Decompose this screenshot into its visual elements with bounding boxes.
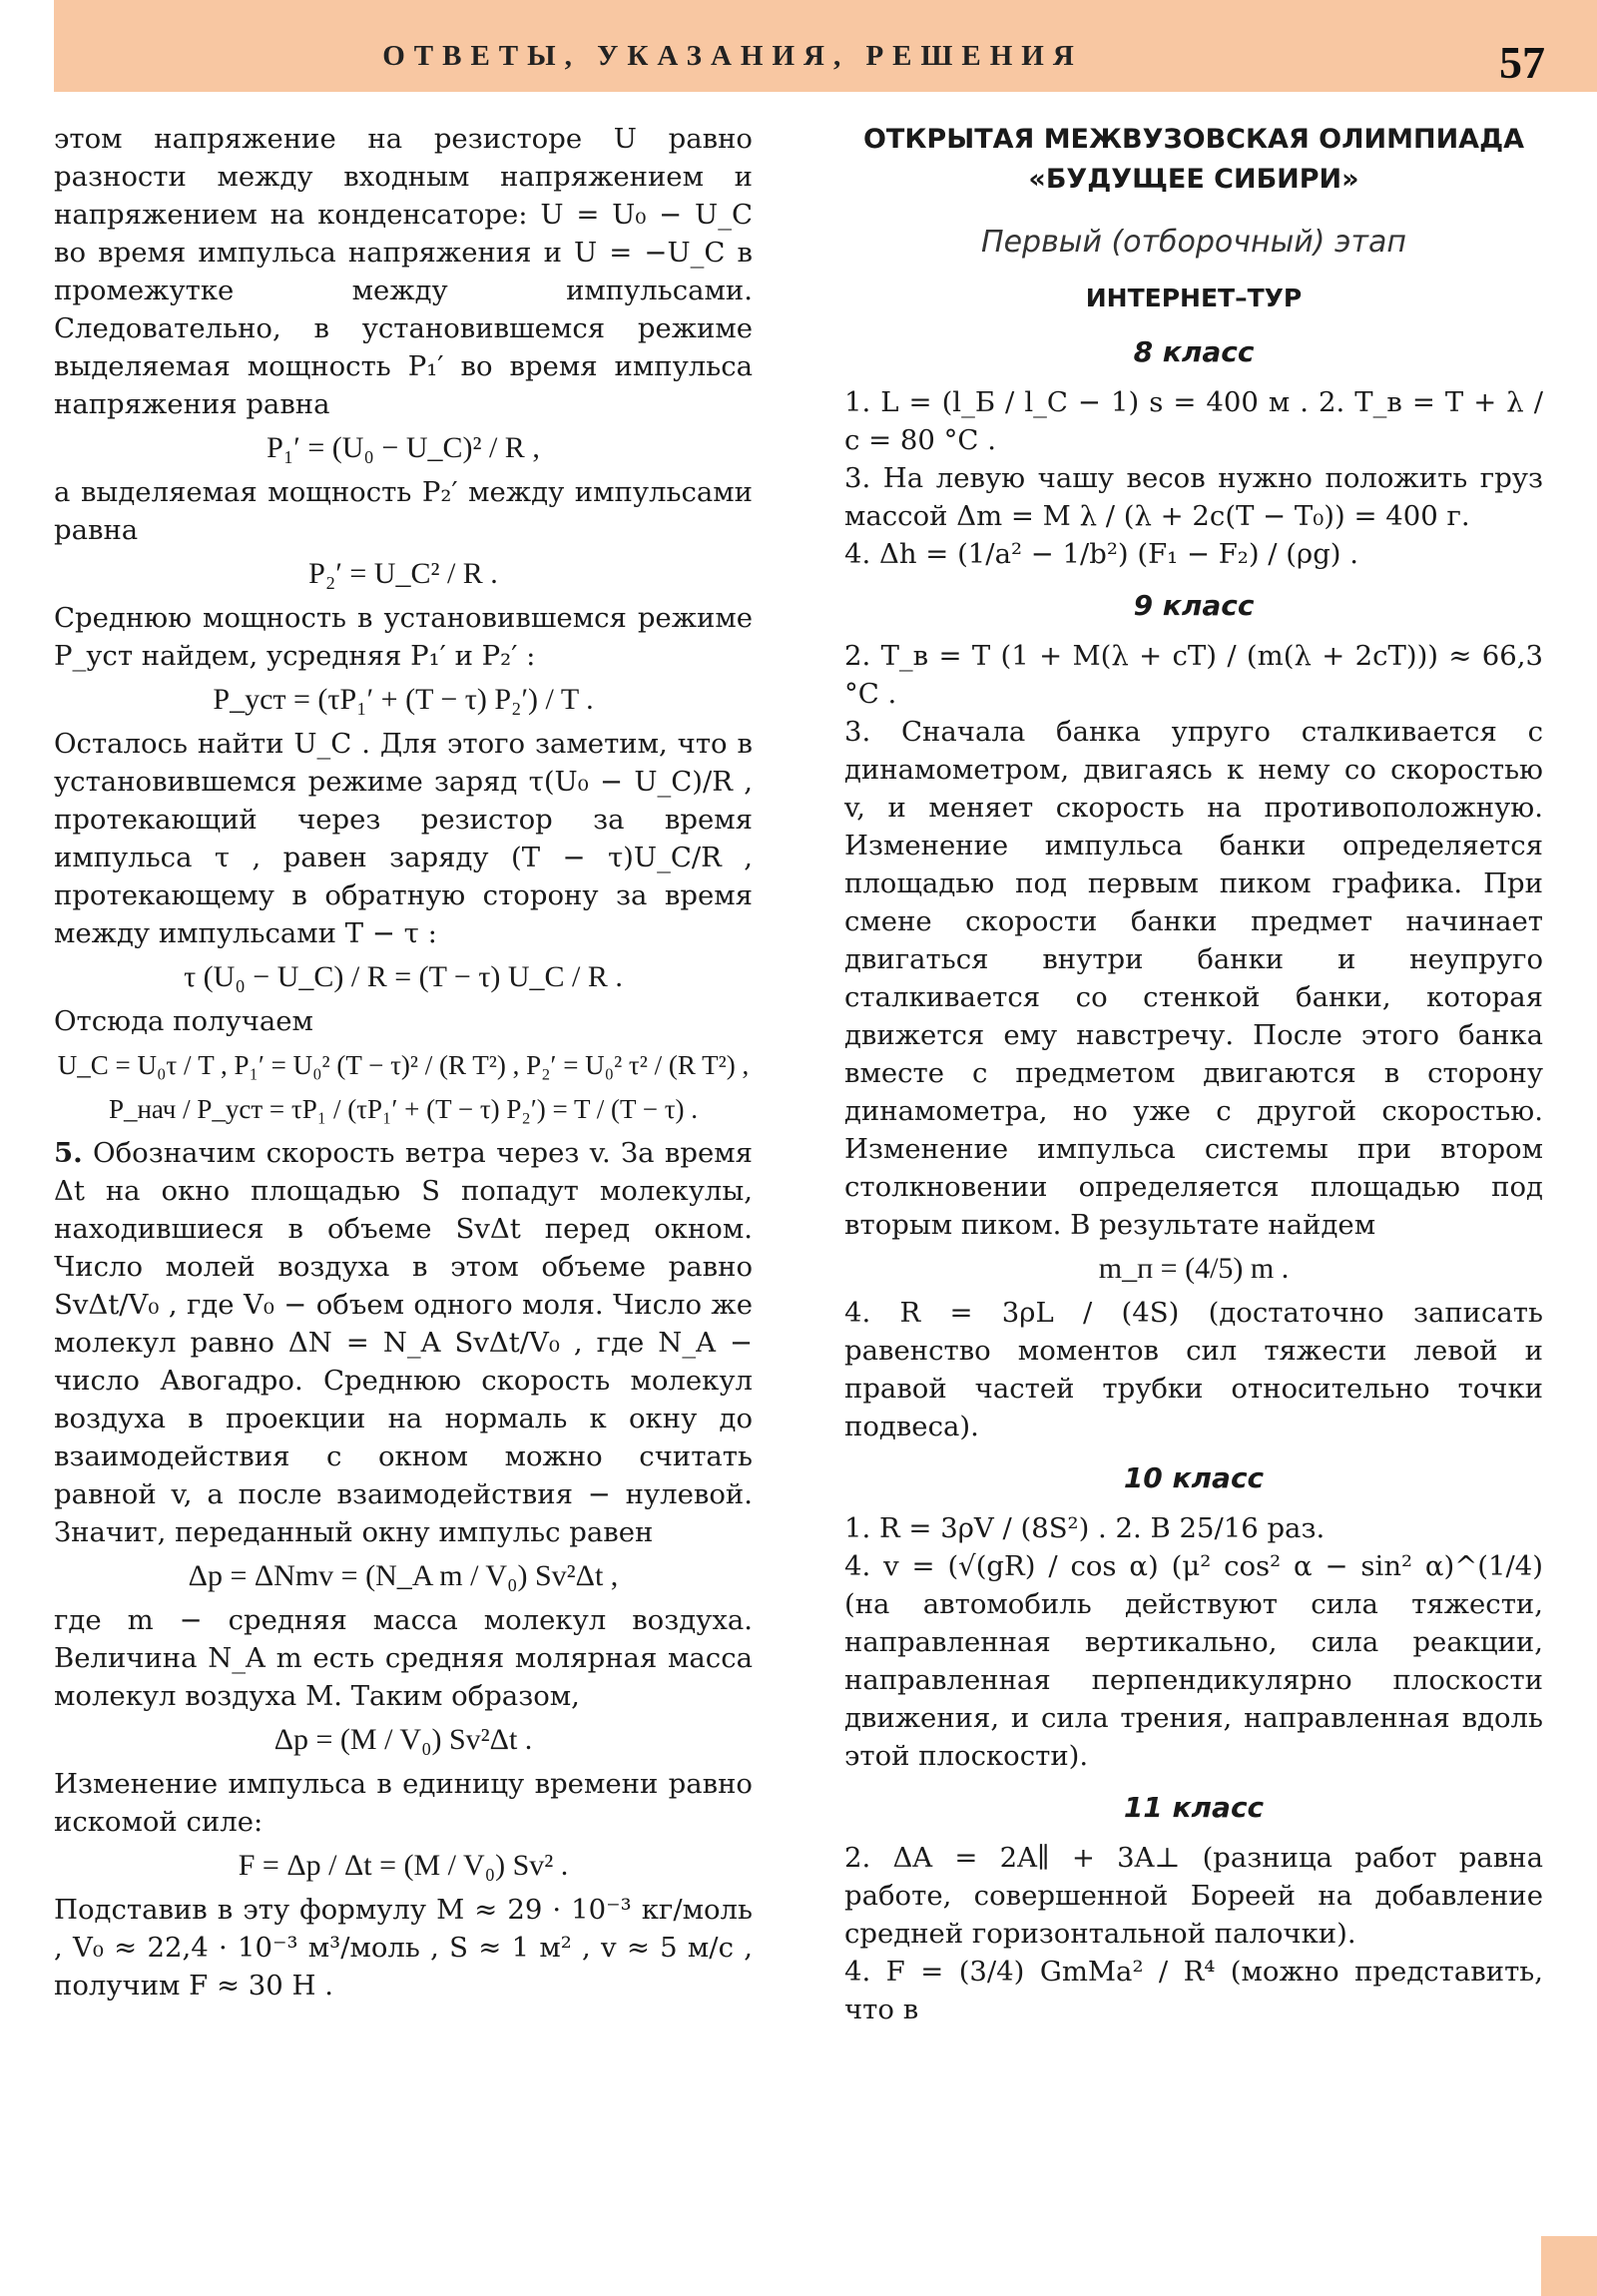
left-column (54, 120, 753, 2005)
grade-heading: 9 класс (1133, 589, 1255, 622)
paragraph: Осталось найти U_C . Для этого заметим, что в установившемся режиме заряд τ(U₀ − U_C)/R , протекающий через резистор за время импульса τ , равен заряду (T − τ)U_C/R , протекающему в обратную сторону за время между импульсами T − τ : (54, 728, 753, 949)
olympiad-title (844, 120, 1543, 200)
side-tab (1541, 2236, 1597, 2296)
answer: 2. ΔA = 2A∥ + 3A⊥ (разница работ равна работе, совершенной Бореей на добавление средней горизонтальной палочки). (844, 1842, 1543, 1950)
answer: 3. Сначала банка упруго сталкивается с динамометром, двигаясь к нему со скоростью v, и меняет скорость на противоположную. Изменение импульса банки определяется площадью под первым пиком графика. При смене скорости банки предмет начинает двигаться внутри банки и неупруго сталкивается со стенкой банки, которая движется ему навстречу. После этого банка вместе с предметом двигаются в сторону динамометра, но уже с другой скоростью. Изменение импульса системы при втором столкновении определяется площадью под вторым пиком. В результате найдем (844, 716, 1543, 1241)
paragraph: Среднюю мощность в установившемся режиме P_уст найдем, усредняя P₁′ и P₂′ : (54, 602, 753, 672)
grade-heading: 11 класс (1123, 1791, 1265, 1824)
olympiad-title-line: «БУДУЩЕЕ СИБИРИ» (1028, 164, 1359, 195)
answer: 4. F = (3/4) GmMa² / R⁴ (можно представить, что в (844, 1956, 1543, 2025)
paragraph: Обозначим скорость ветра через v. За время Δt на окно площадью S попадут молекулы, находившиеся в объеме SvΔt перед окном. Число молей воздуха в этом объеме равно SvΔt/V₀ , где V₀ − объем одного моля. Число же молекул равно ΔN = N_A SvΔt/V₀ , где N_A − число Авогадро. Среднюю скорость молекул воздуха в проекции на нормаль к окну до взаимодействия с окном можно считать равной v, а после взаимодействия − нулевой. Значит, переданный окну импульс равен (54, 1137, 753, 1548)
formula: Δp = ΔNmv = (N_A m / V₀) Sv²Δt , (188, 1559, 619, 1592)
tour-heading: ИНТЕРНЕТ–ТУР (1085, 284, 1303, 312)
answer: 4. Δh = (1/a² − 1/b²) (F₁ − F₂) / (ρg) . (844, 538, 1359, 570)
grade-heading: 10 класс (1123, 1461, 1265, 1494)
answer: 1. R = 3ρV / (8S²) . 2. В 25/16 раз. (844, 1512, 1326, 1544)
paragraph: а выделяемая мощность P₂′ между импульсами равна (54, 476, 753, 546)
stage-heading: Первый (отборочный) этап (981, 225, 1406, 260)
grade-heading: 8 класс (1133, 335, 1255, 368)
paragraph: Изменение импульса в единицу времени равно искомой силе: (54, 1768, 753, 1838)
right-column (844, 120, 1543, 2028)
formula: P_нач / P_уст = τP₁ / (τP₁′ + (T − τ) P₂′) = T / (T − τ) . (108, 1094, 699, 1124)
formula: P_уст = (τP₁′ + (T − τ) P₂′) / T . (213, 683, 594, 716)
answer: 4. v = (√(gR) / cos α) (μ² cos² α − sin² α)^(1/4) (на автомобиль действуют сила тяжести, направленная вертикально, сила реакции, направленная перпендикулярно плоскости движения, и сила трения, направленная вдоль этой плоскости). (844, 1550, 1543, 1772)
paragraph: Подставив в эту формулу M ≈ 29 · 10⁻³ кг/моль , V₀ ≈ 22,4 · 10⁻³ м³/моль , S ≈ 1 м² , v ≈ 5 м/с , получим F ≈ 30 Н . (54, 1894, 753, 2002)
formula: Δp = (M / V₀) Sv²Δt . (273, 1723, 533, 1756)
formula: U_C = U₀τ / T , P₁′ = U₀² (T − τ)² / (R T²) , P₂′ = U₀² τ² / (R T²) , (57, 1050, 750, 1080)
olympiad-title-line: ОТКРЫТАЯ МЕЖВУЗОВСКАЯ ОЛИМПИАДА (862, 124, 1525, 155)
formula: m_п = (4/5) m . (1098, 1252, 1290, 1285)
answer: 4. R = 3ρL / (4S) (достаточно записать равенство моментов сил тяжести левой и правой частей трубки относительно точки подвеса). (844, 1297, 1543, 1442)
formula: P₁′ = (U₀ − U_C)² / R , (266, 431, 540, 464)
formula: τ (U₀ − U_C) / R = (T − τ) U_C / R . (184, 960, 623, 993)
answer: 1. L = (l_Б / l_C − 1) s = 400 м . 2. T_в = T + λ / c = 80 °C . (844, 386, 1543, 456)
formula: P₂′ = U_C² / R . (308, 557, 498, 590)
running-header: ОТВЕТЫ, УКАЗАНИЯ, РЕШЕНИЯ (382, 40, 1083, 72)
page-number: 57 (1499, 37, 1545, 88)
paragraph: этом напряжение на резисторе U равно разности между входным напряжением и напряжением на конденсаторе: U = U₀ − U_C во время импульса напряжения и U = −U_C в промежутке между импульсами. Следовательно, в установившемся режиме выделяемая мощность P₁′ во время импульса напряжения равна (54, 123, 753, 420)
answer: 2. T_в = T (1 + M(λ + cT) / (m(λ + 2cT))) ≈ 66,3 °C . (844, 640, 1543, 710)
formula: F = Δp / Δt = (M / V₀) Sv² . (238, 1849, 569, 1882)
paragraph: где m − средняя масса молекул воздуха. Величина N_A m есть средняя молярная масса молекул воздуха M. Таким образом, (54, 1604, 753, 1712)
answer: 3. На левую чашу весов нужно положить груз массой Δm = M λ / (λ + 2c(T − T₀)) = 400 г. (844, 462, 1543, 532)
problem-number: 5. (54, 1137, 83, 1169)
paragraph: Отсюда получаем (54, 1005, 313, 1037)
problem-5 (54, 1134, 753, 1551)
